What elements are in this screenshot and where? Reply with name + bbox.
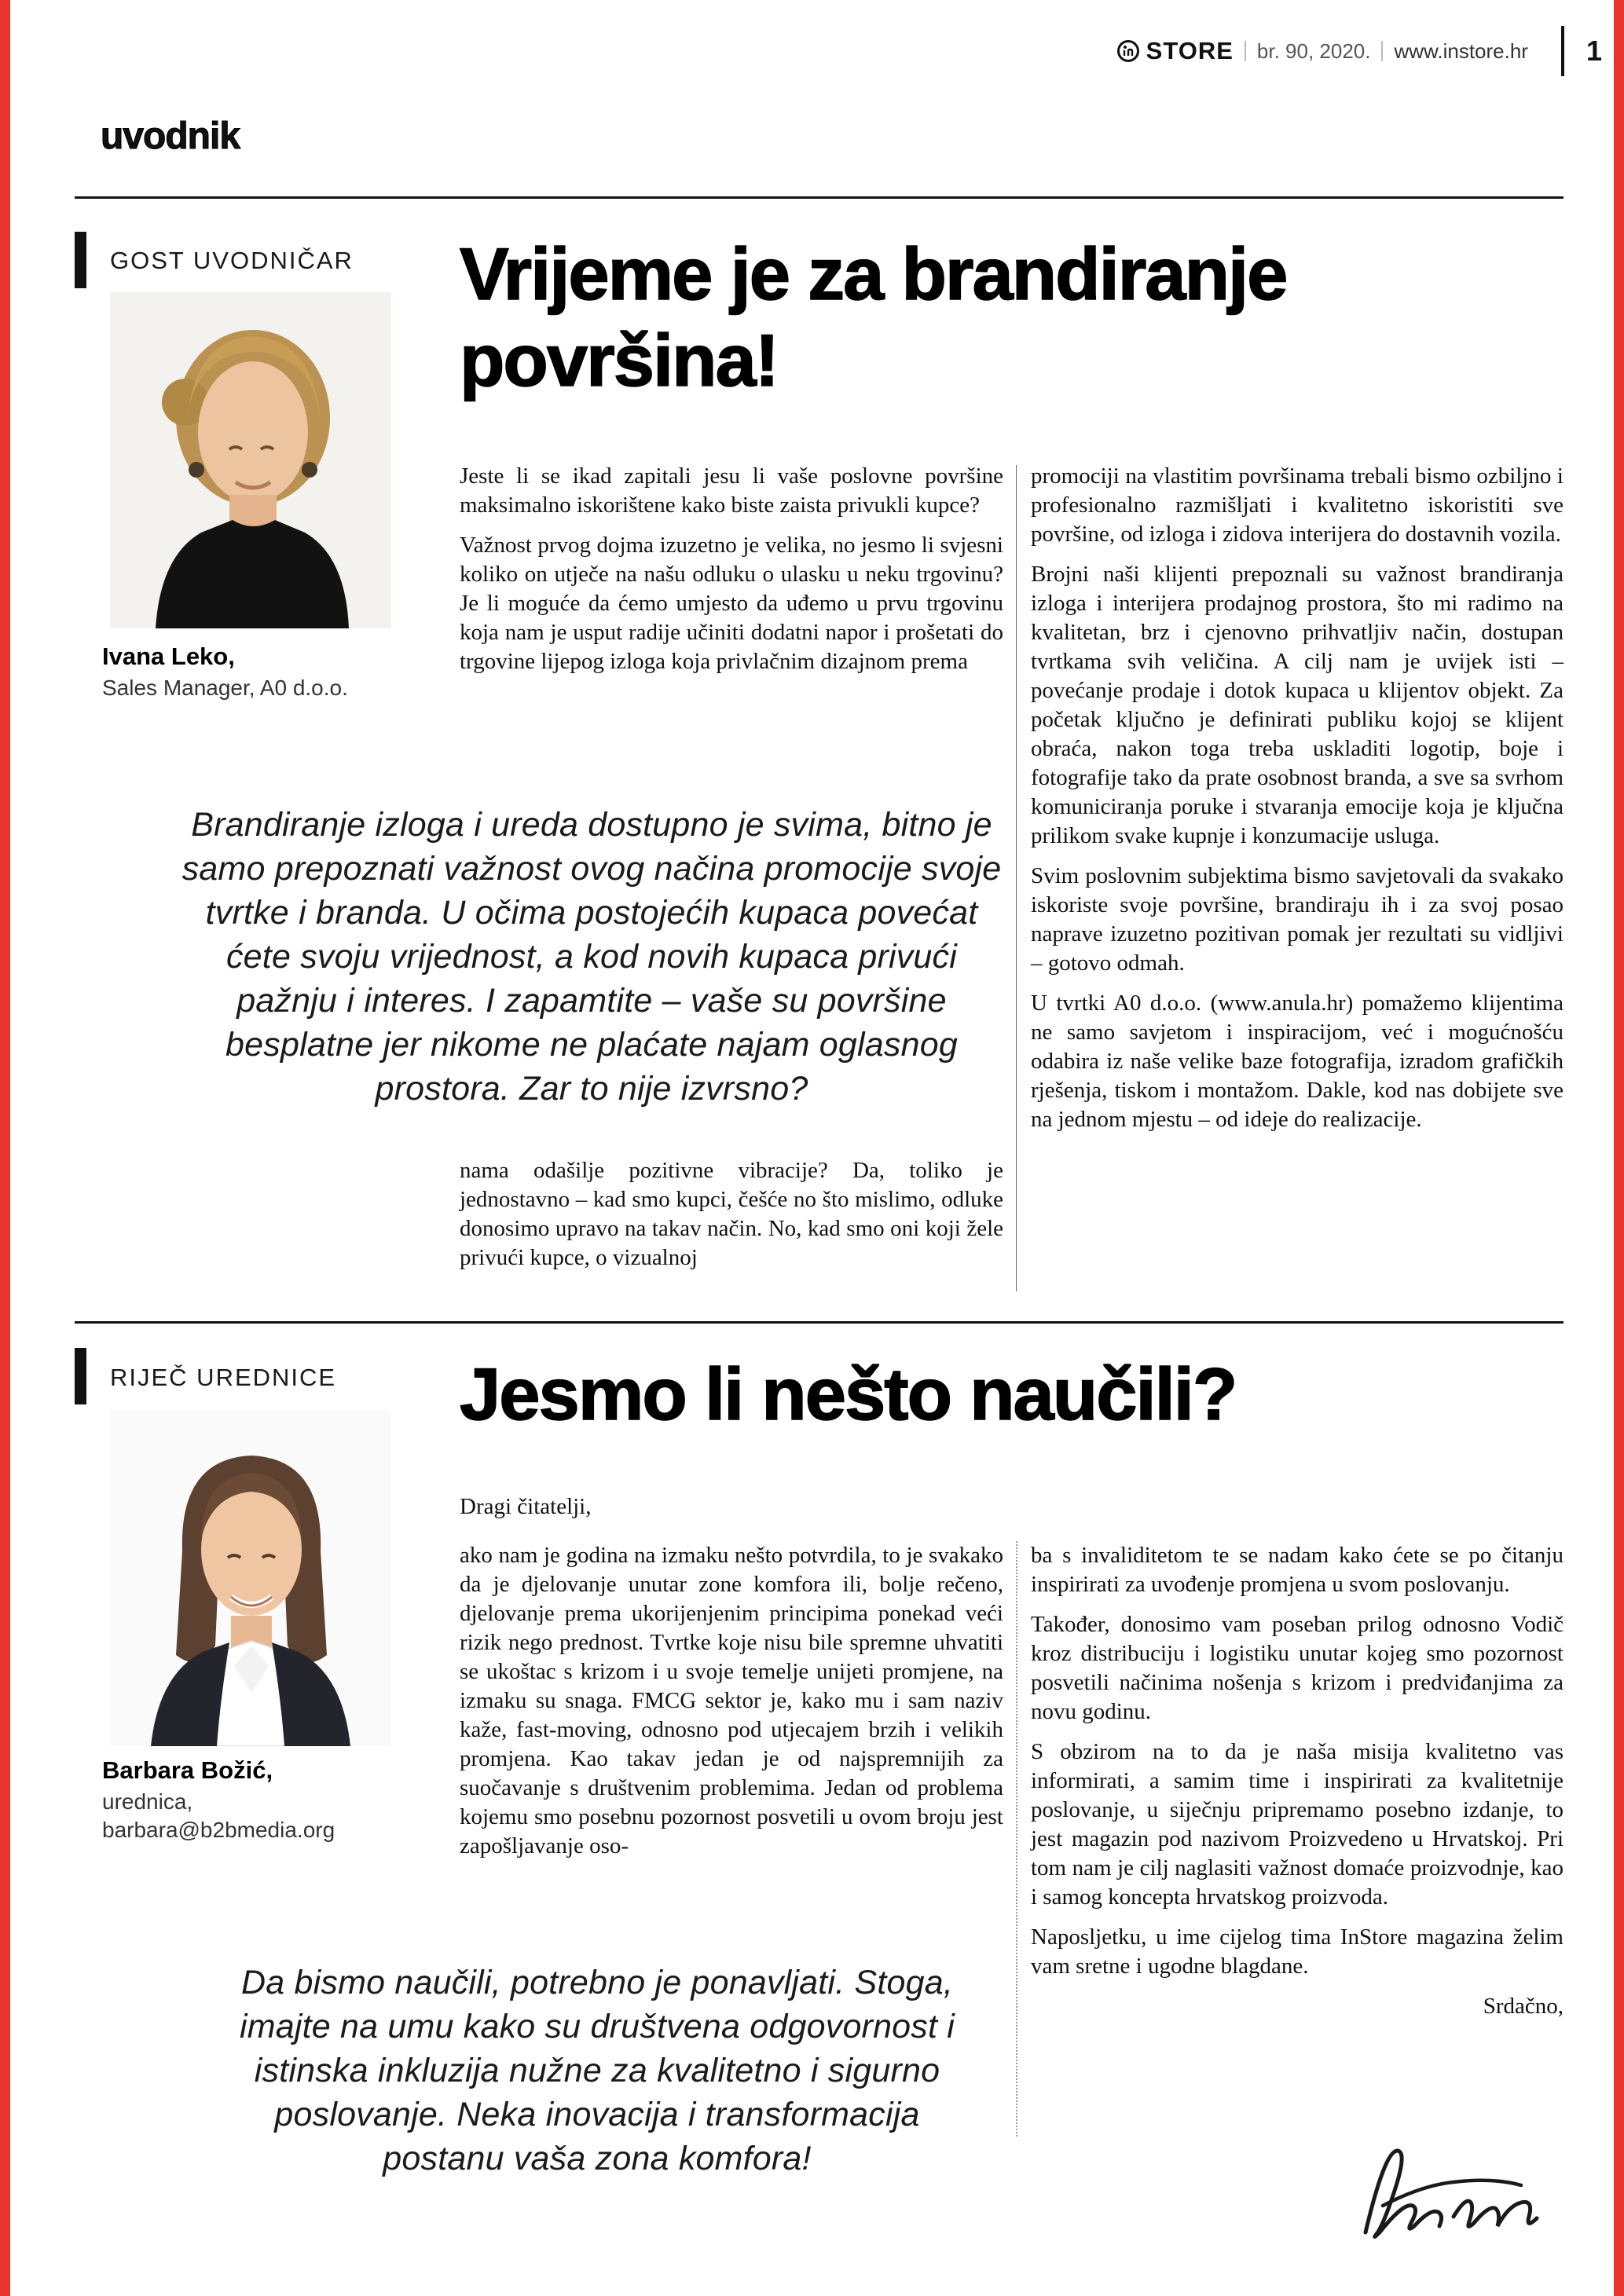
- body-paragraph: nama odašilje pozitivne vibracije? Da, toliko je jednostavno – kad smo kupci, češće no što mislimo, odluke donosimo upravo na takav način. No, kad smo oni koji žele privući kupce, o vizualnoj: [460, 1158, 1003, 1270]
- header-separator: [1381, 41, 1383, 61]
- page-number: 1: [1586, 35, 1602, 67]
- article1-column-right: [1031, 462, 1564, 1134]
- body-paragraph: ba s invaliditetom te se nadam kako ćete se po čitanju inspirirati za uvođenje promjena u svom poslovanju.: [1031, 1543, 1564, 1597]
- body-paragraph: Važnost prvog dojma izuzetno je velika, no jesmo li svjesni koliko on utječe na našu odluku o ulasku u neku trgovinu? Je li moguće da ćemo umjesto da uđemo u prvu trgovinu koja nam je usput radije učiniti dodatni napor i prošetati do trgovine lijepog izloga koja privlačnim dizajnom prema: [460, 533, 1003, 674]
- instore-logo-icon: [1116, 39, 1140, 63]
- article1-pull-quote: Brandiranje izloga i ureda dostupno je svima, bitno je samo prepoznati važnost ovog načina promocije svoje tvrtke i branda. U očima postojećih kupaca povećat ćete svoju vrijednost, a kod novih kupaca privući pažnju i interes. I zapamtite – vaše su površine besplatne jer nikome ne plaćate najam oglasnog prostora. Zar to nije izvrsno?: [181, 806, 1002, 1108]
- body-paragraph: Jeste li se ikad zapitali jesu li vaše poslovne površine maksimalno iskorištene kako biste zaista privukli kupce?: [460, 463, 1003, 518]
- header-separator: [1245, 41, 1246, 61]
- article2-author-email: barbara@b2bmedia.org: [102, 1818, 335, 1842]
- article1-kicker: GOST UVODNIČAR: [110, 247, 354, 274]
- article1-author-name: Ivana Leko,: [102, 643, 235, 670]
- article1-column-left: [460, 462, 1003, 676]
- body-paragraph: U tvrtki A0 d.o.o. (www.anula.hr) pomažemo klijentima ne samo savjetom i inspiracijom, već i mogućnošću odabira iz naše velike baze fotografija, izradom grafičkih rješenja, tiskom i montažom. Dakle, kod nas dobijete sve na jednom mjestu – od ideje do realizacije.: [1031, 991, 1564, 1132]
- article1-column-left-continued: [460, 1156, 1003, 1273]
- middle-rule: [75, 1321, 1564, 1324]
- kicker-bar: [75, 232, 86, 288]
- article2-author-photo: [110, 1410, 391, 1746]
- article1-headline: Vrijeme je za brandiranje površina!: [460, 233, 1287, 401]
- body-paragraph: ako nam je godina na izmaku nešto potvrdila, to je svakako da je djelovanje unutar zone komfora ili, bolje rečeno, djelovanje prema ukorijenjenim principima ponekad veći rizik nego prednost. Tvrtke koje nisu bile spremne uhvatiti se ukoštac s krizom i u svoje temelje unijeti promjene, na izmaku su snaga. FMCG sektor je, kako mu i sam naziv kaže, fast-moving, odnosno pod utjecajem brzih i velikih promjena. Kao takav jedan je od najspremnijih za suočavanje s društvenim problemima. Jedan od problema kojemu smo posebnu pozornost posvetili u ovom broju jest zapošljavanje oso-: [460, 1543, 1003, 1858]
- article2-author-name: Barbara Božić,: [102, 1756, 273, 1784]
- article2-closing: Srdačno,: [1483, 1994, 1564, 2019]
- body-paragraph: S obzirom na to da je naša misija kvalitetno vas informirati, a samim time i inspirirati za kvalitetnije poslovanje, u siječnju pripremamo posebno izdanje, to jest magazin pod nazivom Proizvedeno u Hrvatskoj. Pri tom nam je cilj naglasiti važnost domaće proizvodnje, kao i samog koncepta hrvatskog proizvoda.: [1031, 1739, 1564, 1910]
- masthead-title: STORE: [1146, 37, 1234, 64]
- article2-pull-quote: Da bismo naučili, potrebno je ponavljati. Stoga, imajte na umu kako su društvena odgovornost i istinska inkluzija nužne za kvalitetno i sigurno poslovanje. Neka inovacija i transformacija postanu vaša zona komfora!: [239, 1964, 955, 2177]
- left-bleed-strip: [0, 0, 10, 2296]
- body-paragraph: Također, donosimo vam poseban prilog odnosno Vodič kroz distribuciju i logistiku unutar kojeg smo pozornost posvetili načinima nošenja s krizom i predviđanjima za novu godinu.: [1031, 1612, 1564, 1724]
- body-paragraph: Naposljetku, u ime cijelog tima InStore magazina želim vam sretne i ugodne blagdane.: [1031, 1924, 1564, 1979]
- body-paragraph: promociji na vlastitim površinama trebali bismo ozbiljno i profesionalno razmišljati i kvalitetno iskoristiti sve površine, od izloga i zidova interijera do dostavnih vozila.: [1031, 463, 1564, 547]
- issue-label: br. 90, 2020.: [1256, 38, 1371, 63]
- top-rule: [75, 196, 1564, 199]
- article2-column-divider: [1016, 1541, 1017, 2137]
- page-header: [1116, 24, 1602, 79]
- right-bleed-strip: [1614, 0, 1624, 2296]
- article2-kicker: RIJEČ UREDNICE: [110, 1364, 337, 1391]
- editor-signature: [1336, 2130, 1564, 2264]
- article2-column-left: [460, 1541, 1003, 1861]
- article1-author-photo: [110, 292, 391, 628]
- section-title: uvodnik: [101, 115, 240, 157]
- article2-headline: Jesmo li nešto naučili?: [460, 1353, 1237, 1435]
- kicker-bar: [75, 1348, 86, 1404]
- article2-column-right: [1031, 1541, 1564, 2021]
- article1-author-title: Sales Manager, A0 d.o.o.: [102, 676, 348, 700]
- body-paragraph: Brojni naši klijenti prepoznali su važnost brandiranja izloga i interijera prodajnog prostora, što mi radimo na kvalitetan, brz i cjenovno prihvatljiv način, dostupan tvrtkama svih veličina. A cilj nam je uvijek isti – povećanje prodaje i dotok kupaca u klijentov objekt. Za početak ključno je definirati publiku kojoj se klijent obraća, nakon toga treba uskladiti logotip, boje i fotografije tako da prate osobnost branda, a sve sa svrhom komuniciranja poruke i stvaranja emocije koja je ključna prilikom svake kupnje i konzumacije usluga.: [1031, 562, 1564, 848]
- article2-author-title: urednica,: [102, 1789, 193, 1814]
- page-number-divider: [1561, 26, 1564, 76]
- website-label: www.instore.hr: [1394, 38, 1528, 63]
- body-paragraph: Svim poslovnim subjektima bismo savjetovali da svakako iskoriste svoje površine, brandiraju ih i za svoj posao naprave izuzetno pozitivan pomak jer rezultati su vidljivi – gotovo odmah.: [1031, 863, 1564, 976]
- article1-column-divider: [1016, 465, 1017, 1291]
- article2-salutation: Dragi čitatelji,: [460, 1494, 592, 1519]
